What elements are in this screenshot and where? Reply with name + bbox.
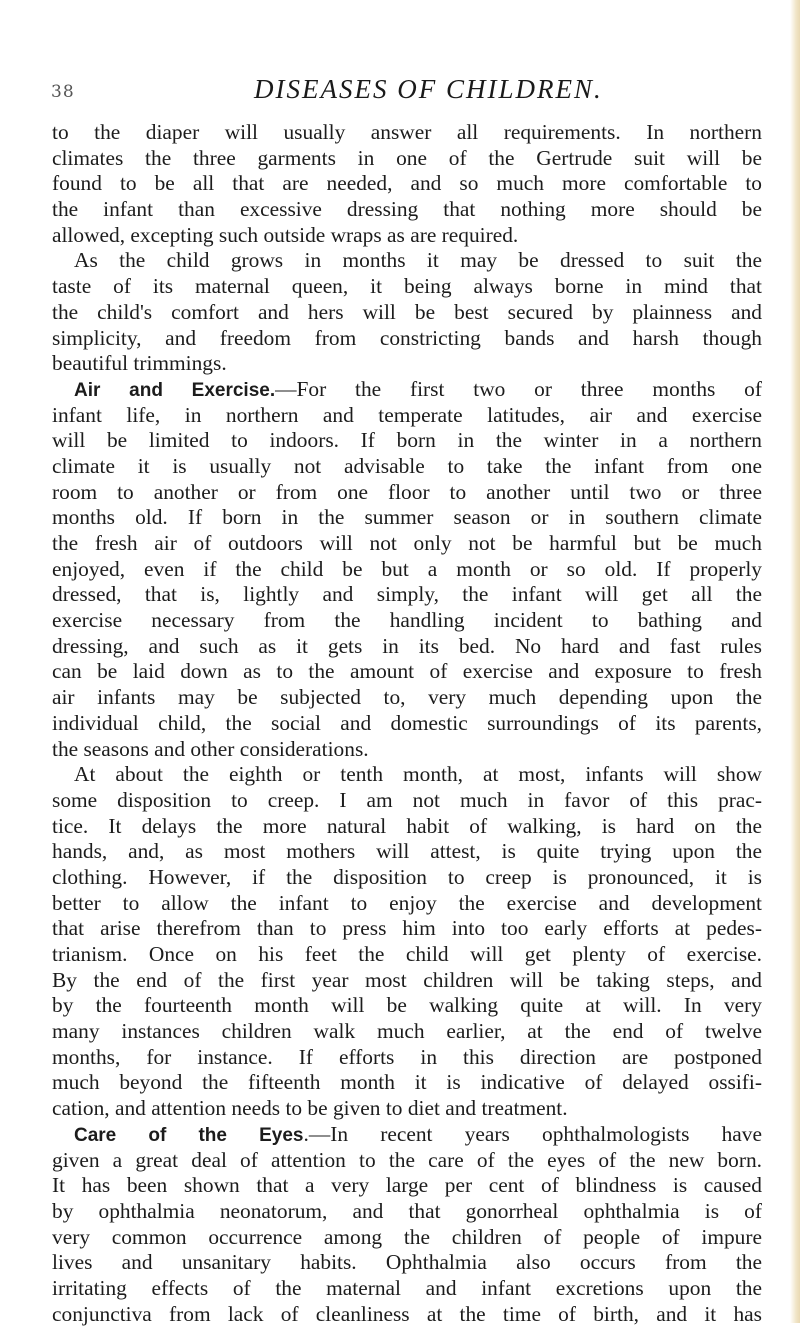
text-line: months old. If born in the summer season or in southern climate [52, 505, 762, 530]
page-edge [790, 0, 800, 1323]
text-line: air infants may be subjected to, very much depending upon the [52, 685, 762, 710]
text-line: beautiful trimmings. [52, 351, 227, 376]
text-line: the fresh air of outdoors will not only not be harmful but be much [52, 531, 762, 555]
text-line: It has been shown that a very large per cent of blindness is caused [52, 1173, 762, 1198]
text-line: some disposition to creep. I am not much in favor of this prac- [52, 787, 762, 812]
text-line: irritating effects of the maternal and infant excretions upon the [52, 1275, 762, 1300]
text-line: can be laid down as to the amount of exercise and exposure to fresh [52, 659, 762, 684]
text-line: allowed, excepting such outside wraps as are required. [52, 222, 519, 247]
section-first-line [52, 377, 762, 403]
text-line: exercise necessary from the handling incident to bathing and [52, 608, 762, 633]
section-lead-text: .—In recent years ophthalmologists have [303, 1121, 762, 1146]
text-line: By the end of the first year most children will be taking steps, and [52, 967, 762, 992]
page-header [0, 74, 800, 114]
text-line: lives and unsanitary habits. Ophthalmia also occurs from the [52, 1250, 762, 1275]
text-line: clothing. However, if the disposition to creep is pronounced, it is [52, 864, 762, 889]
text-line: the seasons and other considerations. [52, 736, 369, 761]
section-lead-text: —For the first two or three months of [275, 376, 762, 401]
page-number: 38 [51, 82, 75, 102]
text-line: At about the eighth or tenth month, at most, infants will show [74, 762, 762, 787]
text-line: better to allow the infant to enjoy the exercise and development [52, 890, 762, 915]
text-line: hands, and, as most mothers will attest, is quite trying upon the [52, 839, 762, 864]
text-line: individual child, the social and domestic surroundings of its parents, [52, 710, 762, 735]
text-line: trianism. Once on his feet the child will get plenty of exercise. [52, 942, 762, 966]
text-line: cation, and attention needs to be given to diet and treatment. [52, 1096, 568, 1121]
text-line: much beyond the fifteenth month it is indicative of delayed ossifi- [52, 1070, 762, 1095]
text-line: very common occurrence among the children of people of impure [52, 1224, 762, 1249]
text-line: enjoyed, even if the child be but a month or so old. If properly [52, 556, 762, 581]
text-line: tice. It delays the more natural habit of walking, is hard on the [52, 813, 762, 838]
section-first-line [52, 1122, 762, 1148]
text-line: the infant than excessive dressing that nothing more should be [52, 197, 762, 222]
text-line: that arise therefrom than to press him into too early efforts at pedes- [52, 916, 762, 941]
text-line: climate it is usually not advisable to take the infant from one [52, 453, 762, 478]
text-line: infant life, in northern and temperate latitudes, air and exercise [52, 402, 762, 427]
text-line: by ophthalmia neonatorum, and that gonorrheal ophthalmia is of [52, 1198, 762, 1223]
text-line: given a great deal of attention to the care of the eyes of the new born. [52, 1147, 762, 1172]
body-text [52, 120, 762, 1327]
text-line: As the child grows in months it may be dressed to suit the [74, 248, 762, 273]
text-line: many instances children walk much earlier, at the end of twelve [52, 1019, 762, 1044]
text-line: found to be all that are needed, and so much more comfortable to [52, 171, 762, 196]
section-heading: Care of the Eyes [74, 1124, 304, 1146]
text-line: room to another or from one floor to another until two or three [52, 479, 762, 504]
text-line: conjunctiva from lack of cleanliness at the time of birth, and it has [52, 1301, 762, 1326]
running-title: DISEASES OF CHILDREN. [254, 74, 603, 104]
text-line: the child's comfort and hers will be best secured by plainness and [52, 299, 762, 324]
text-line: simplicity, and freedom from constricting bands and harsh though [52, 325, 762, 350]
text-line: dressing, and such as it gets in its bed. No hard and fast rules [52, 633, 762, 658]
text-line: dressed, that is, lightly and simply, the infant will get all the [52, 582, 762, 607]
text-line: climates the three garments in one of the Gertrude suit will be [52, 145, 762, 170]
text-line: to the diaper will usually answer all requirements. In northern [52, 120, 762, 144]
section-heading: Air and Exercise. [74, 379, 276, 401]
text-line: taste of its maternal queen, it being always borne in mind that [52, 274, 762, 299]
text-line: months, for instance. If efforts in this direction are postponed [52, 1044, 762, 1069]
text-line: by the fourteenth month will be walking quite at will. In very [52, 993, 762, 1018]
text-line: will be limited to indoors. If born in the winter in a northern [52, 428, 762, 453]
